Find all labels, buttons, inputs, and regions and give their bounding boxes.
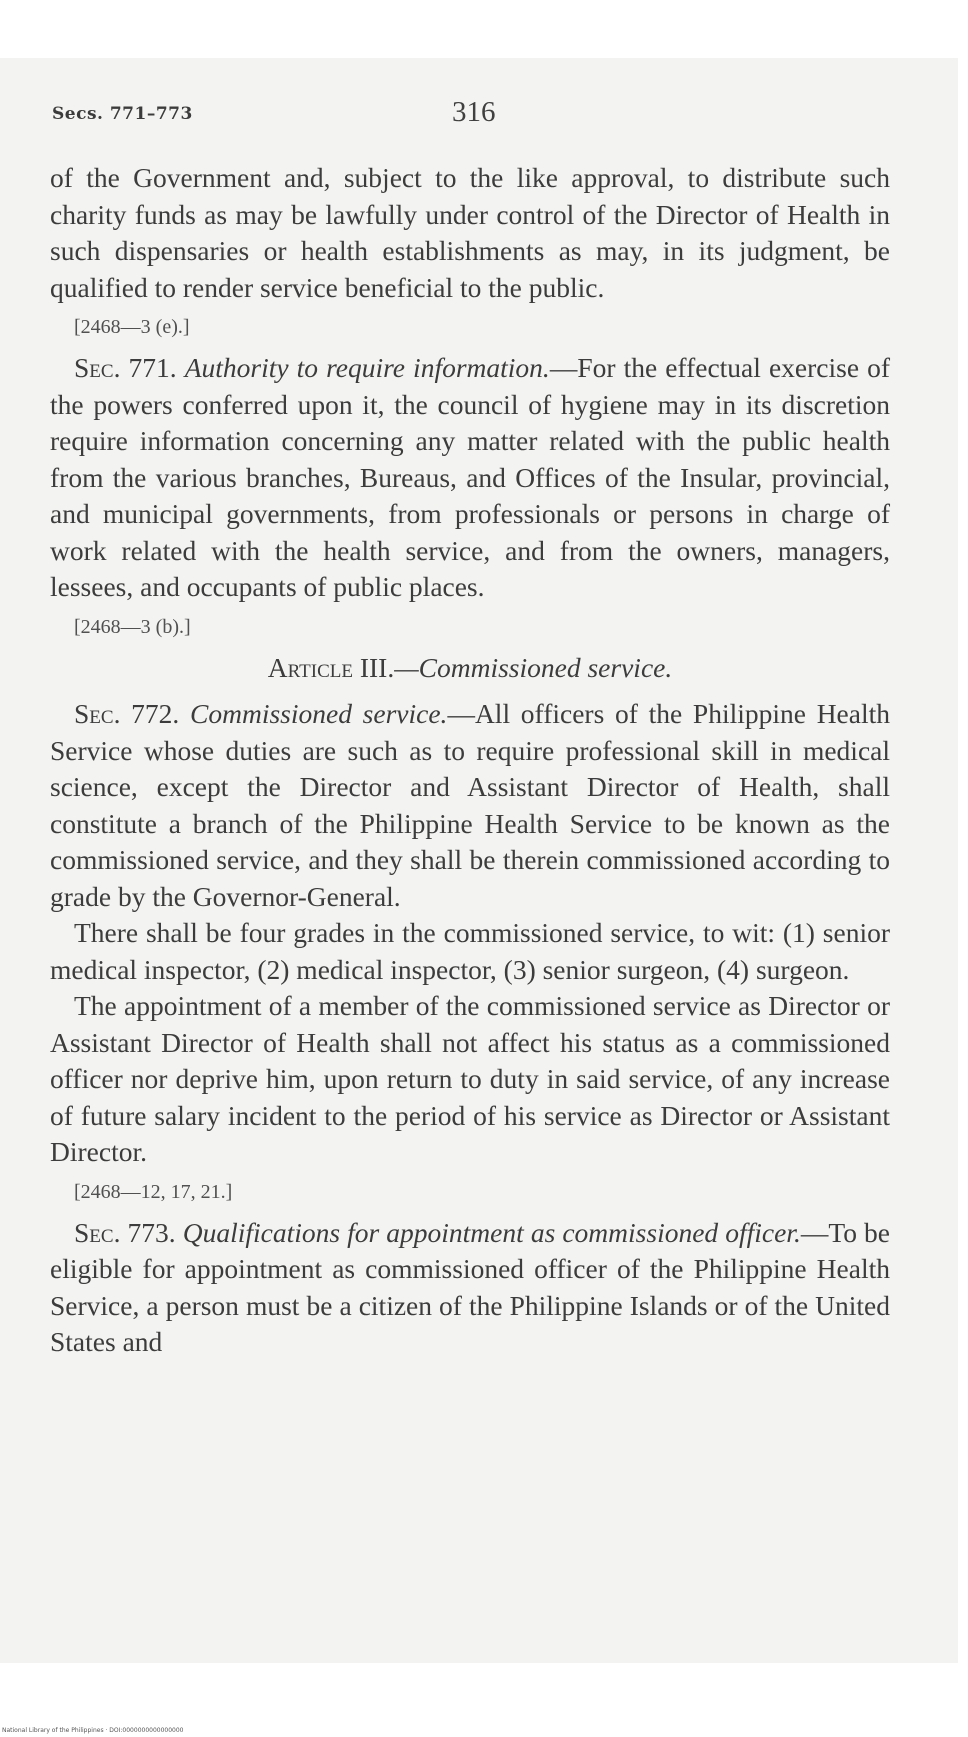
citation: [2468—3 (b).]: [74, 615, 191, 638]
section-label: Sec. 773.: [74, 1216, 176, 1248]
citation: [2468—12, 17, 21.]: [74, 1180, 233, 1203]
paragraph-continuation: of the Government and, subject to the like approval, to distribute such charity funds as may be lawfully under control of the Director of Health in such dispensaries or health establishments as may, in its judgment, be qualified to render service beneficial to the public.: [50, 162, 890, 303]
section-text: —To be eligible for appointment as commissioned officer of the Philippine Health Service, a person must be a citizen of the Philippine Islands or of the United States and: [50, 1216, 890, 1357]
paragraph-appointment: The appointment of a member of the commissioned service as Director or Assistant Director of Health shall not affect his status as a commissioned officer nor deprive him, upon return to duty in said service, of any increase of future salary incident to the period of his service as Director or Assistant Director.: [50, 990, 890, 1167]
section-label: Sec. 771.: [74, 352, 177, 383]
article-number: Article III.: [267, 651, 395, 683]
section-text: —For the effectual exercise of the powers conferred upon it, the council of hygiene may in its discretion require information concerning any matter related with the public health from the various branches, Bureaus, and Offices of the Insular, provincial, and municipal governments, from professionals or persons in charge of work related with the health service, and from the owners, managers, lessees, and occupants of public places.: [50, 352, 891, 602]
scan-credit: National Library of the Philippines · DOI:0000000000000000: [2, 1727, 184, 1734]
section-label: Sec. 772.: [74, 698, 180, 729]
section-catchline: Qualifications for appointment as commissioned officer.: [182, 1216, 801, 1248]
section-catchline: Authority to require information.: [184, 352, 550, 383]
paragraph-grades: There shall be four grades in the commissioned service, to wit: (1) senior medical inspector, (2) medical inspector, (3) senior surgeon, (4) surgeon.: [50, 917, 890, 985]
section-catchline: Commissioned service.: [190, 698, 448, 729]
page-header: [52, 96, 872, 136]
section-773: [50, 1215, 890, 1361]
section-771: [50, 350, 890, 606]
page-body: [50, 160, 890, 1361]
section-772: [50, 696, 890, 915]
section-range: Secs. 771–773: [52, 104, 193, 124]
article-heading: [50, 650, 890, 687]
citation: [2468—3 (e).]: [74, 316, 190, 338]
section-text: —All officers of the Philippine Health Service whose duties are such as to require professional skill in medical science, except the Director and Assistant Director of Health, shall constitute a branch of the Philippine Health Service to be known as the commissioned service, and they shall be therein commissioned according to grade by the Governor-General.: [50, 698, 890, 912]
page-number: 316: [452, 96, 496, 128]
article-title: —Commissioned service.: [394, 651, 673, 683]
